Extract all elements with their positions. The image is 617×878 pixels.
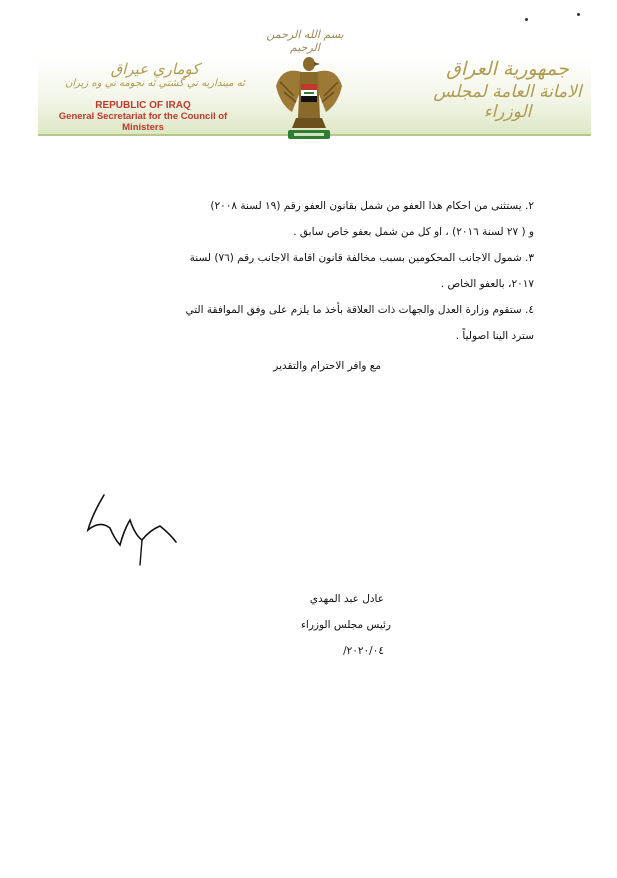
closing-salutation: مع وافر الاحترام والتقدير — [273, 360, 381, 372]
signatory-title: رئيس مجلس الوزراء — [300, 619, 391, 631]
item-2-line-1: ٢. يستثنى من احكام هذا العفو من شمل بقانون العفو رقم (١٩ لسنة ٢٠٠٨) — [210, 200, 534, 212]
basmala: بسم الله الرحمن الرحيم — [266, 28, 344, 54]
item-3-line-2: ٢٠١٧، بالعفو الخاص . — [440, 278, 534, 290]
kurdish-subtitle: ئه مینداریه تي گشتي ئه نجومه ني وه زیران — [65, 78, 245, 89]
item-4-line-1: ٤. ستقوم وزارة العدل والجهات ذات العلاقة بأخذ ما يلزم على وفق الموافقة التي — [185, 304, 534, 316]
scan-speck — [525, 18, 528, 21]
arabic-header — [425, 58, 590, 122]
signatory-name: عادل عبد المهدي — [309, 593, 384, 605]
arabic-subtitle: الامانة العامة لمجلس الوزراء — [433, 82, 582, 122]
scan-speck — [577, 13, 580, 16]
eagle-emblem-icon — [268, 52, 350, 144]
item-4-line-2: سترد الينا اصولياً . — [455, 330, 534, 342]
item-3-line-1: ٣. شمول الاجانب المحكومين بسبب مخالفة قانون اقامة الاجانب رقم (٧٦) لسنة — [189, 252, 534, 264]
kurdish-header — [60, 60, 250, 89]
signature-date: ٢٠٢٠/٠٤/ — [343, 645, 384, 657]
english-secretariat: General Secretariat for the Council of Ministers — [58, 111, 228, 133]
kurdish-title: كوماري عيراق — [110, 60, 200, 78]
arabic-title: جمهورية العراق — [446, 58, 569, 80]
english-republic: REPUBLIC OF IRAQ — [95, 100, 191, 111]
item-2-line-2: و ( ٢٧ لسنة ٢٠١٦) ، او كل من شمل بعفو خاص سابق . — [293, 226, 534, 238]
handwritten-signature-icon — [80, 490, 200, 570]
english-header — [38, 100, 248, 133]
